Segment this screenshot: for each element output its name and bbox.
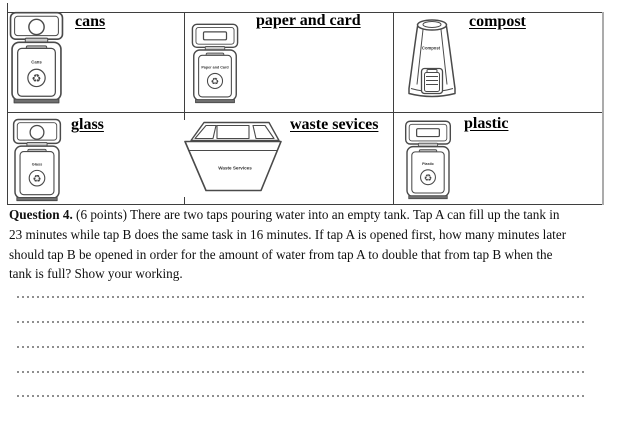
cell-heading-waste-sevices: waste sevices — [290, 116, 379, 133]
answer-line — [17, 346, 584, 348]
question-number: Question 4. — [9, 207, 73, 222]
bin-label-text: Paper and Card — [201, 65, 229, 70]
bin-label-text: Plastic — [422, 162, 434, 166]
answer-line — [17, 321, 584, 323]
plastic-bin-image — [402, 116, 454, 200]
paper-and-card-bin-image — [188, 19, 242, 104]
answer-line — [17, 395, 584, 397]
bin-label-text: Glass — [31, 162, 43, 167]
bin-label-text: Cans — [31, 59, 42, 65]
cell-heading-cans: cans — [75, 13, 106, 30]
recycle-icon: ♻ — [31, 72, 42, 85]
answer-line — [17, 371, 584, 373]
table-divider-col1-row1 — [184, 12, 185, 112]
question-text — [9, 205, 609, 284]
cell-heading-paper-and-card: paper and card — [256, 12, 361, 29]
cell-heading-plastic: plastic — [464, 115, 509, 132]
table-border-left — [7, 3, 8, 205]
glass-bin-image — [11, 114, 63, 202]
cans-bin-image — [9, 5, 64, 106]
question-line-1-text: (6 points) There are two taps pouring water into an empty tank. Tap A can fill up the tank in — [76, 207, 560, 222]
question-line-1 — [9, 205, 609, 225]
recycle-icon: ♻ — [32, 173, 42, 185]
bin-label-text: Compost — [421, 45, 441, 51]
compost-bin-image — [406, 16, 458, 105]
question-line-3: should tap B be opened in order for the amount of water from tap A to double that from tap B when the — [9, 246, 553, 262]
answer-line — [17, 296, 584, 298]
table-border-middle — [7, 112, 604, 113]
recycle-icon: ♻ — [423, 172, 433, 184]
recycle-icon: ♻ — [210, 76, 220, 88]
question-line-2: 23 minutes while tap B does the same task in 16 minutes. If tap A is opened first, how many minutes later — [9, 226, 567, 242]
table-border-right — [602, 12, 604, 205]
cell-heading-compost: compost — [469, 13, 526, 30]
waste-services-skip-image — [183, 119, 283, 194]
question-line-4: tank is full? Show your working. — [9, 266, 183, 282]
table-divider-col2 — [393, 12, 394, 204]
table-divider-col1-row2-tick-bottom — [184, 197, 185, 204]
skip-label-text: Waste Services — [218, 165, 252, 171]
cell-heading-glass: glass — [71, 116, 104, 133]
